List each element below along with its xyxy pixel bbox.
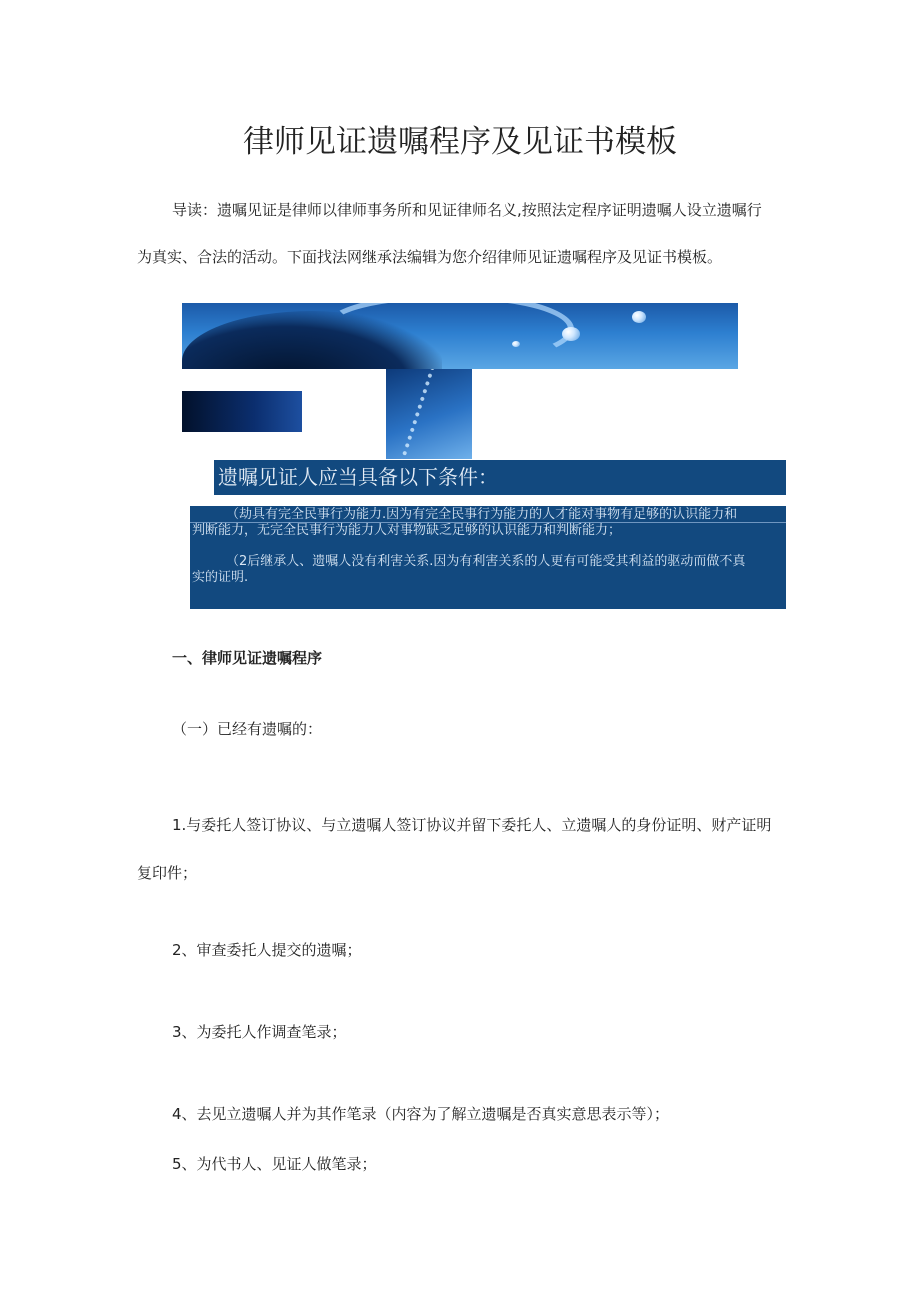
image-fragment-dark <box>182 391 302 432</box>
step-1-line-1: 1.与委托人签订协议、与立遗嘱人签订协议并留下委托人、立遗嘱人的身份证明、财产证明 <box>172 816 772 834</box>
infographic-heading <box>214 460 786 495</box>
step-5: 5、为代书人、见证人做笔录； <box>172 1155 377 1173</box>
condition-2-line-1: （2后继承人、遗嘱人没有利害关系.因为有利害关系的人更有可能受其利益的驱动而做不真 <box>226 554 746 569</box>
section-heading: 一、律师见证遗嘱程序 <box>172 649 323 667</box>
intro-paragraph-line-1: 导读：遗嘱见证是律师以律师事务所和见证律师名义,按照法定程序证明遗嘱人设立遗嘱行 <box>172 201 762 219</box>
intro-paragraph-line-2: 为真实、合法的活动。下面找法网继承法编辑为您介绍律师见证遗嘱程序及见证书模板。 <box>137 248 723 266</box>
step-4: 4、去见立遗嘱人并为其作笔录（内容为了解立遗嘱是否真实意思表示等）； <box>172 1105 670 1123</box>
page-title: 律师见证遗嘱程序及见证书模板 <box>243 124 677 160</box>
infographic-heading-text: 遗嘱见证人应当具备以下条件： <box>218 465 498 489</box>
infographic-conditions-box <box>190 506 786 609</box>
step-1-line-2: 复印件； <box>137 864 198 882</box>
condition-1-line-1: （劫具有完全民事行为能力.因为有完全民事行为能力的人才能对事物有足够的认识能力和 <box>226 507 738 522</box>
condition-2-line-2: 实的证明. <box>192 570 249 585</box>
water-splash-banner-image <box>182 303 738 369</box>
subsection-heading: （一）已经有遗嘱的： <box>172 720 323 738</box>
step-2: 2、审查委托人提交的遗嘱； <box>172 941 362 959</box>
image-fragment-splash <box>386 369 472 459</box>
condition-1-line-2: 判断能力，无完全民事行为能力人对事物缺乏足够的认识能力和判断能力； <box>192 523 622 538</box>
step-3: 3、为委托人作调查笔录； <box>172 1023 347 1041</box>
